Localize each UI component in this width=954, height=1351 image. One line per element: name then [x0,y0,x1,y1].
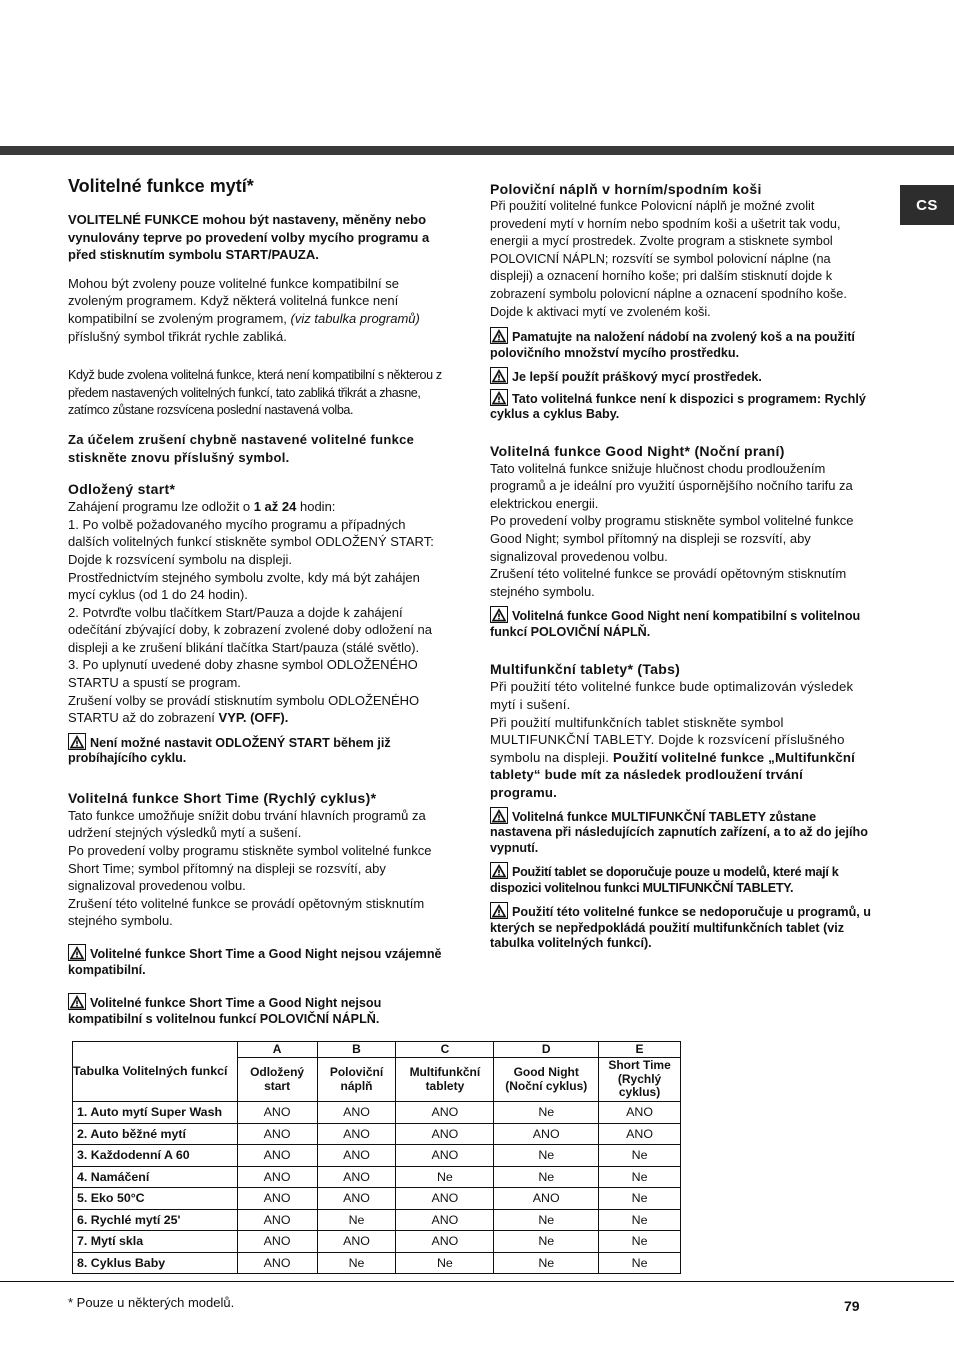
language-tab: CS [900,185,954,225]
half-load-warning-3 [490,389,872,423]
tabs-p2 [490,714,872,802]
table-letter-row [73,1042,681,1058]
table-cell: ANO [237,1231,317,1253]
short-time-p3: Zrušení této volitelné funkce se provádí opětovným stisknutím stejného symbolu. [68,895,425,929]
table-cell: ANO [237,1188,317,1210]
page-title: Volitelné funkce mytí* [68,176,254,196]
delay-intro [68,498,448,516]
table-cell: Ne [599,1209,681,1231]
table-cell: ANO [237,1252,317,1274]
table-row-label: 4. Namáčení [73,1166,238,1188]
half-load-warning-1-text: Pamatujte na naložení nádobí na zvolený koš a na použití polovičního množství mycího prostředku. [490,330,855,360]
table-cell: Ne [494,1166,599,1188]
table-cell: Ne [396,1166,494,1188]
good-night-warning [490,606,872,640]
short-time-p2: Po provedení volby programu stiskněte symbol volitelné funkce Short Time; symbol přítomný na displeji se rozsvítí, aby signalizoval provedenou volbu. [68,843,432,894]
table-column-header: Short Time (Rychlý cyklus) [599,1058,681,1102]
half-load-warning-2 [490,367,872,386]
table-cell: ANO [494,1188,599,1210]
top-rule [0,146,954,155]
warning-icon [490,367,508,384]
table-cell: ANO [237,1166,317,1188]
delay-intro-b: 1 až 24 [253,499,297,515]
tabs-p1: Při použití této volitelné funkce bude optimalizován výsledek mytí i sušení. [490,679,854,712]
table-cell: Ne [396,1252,494,1274]
table-cell: ANO [396,1231,494,1253]
right-column [490,180,872,952]
compat-text-a: Mohou být zvoleny pouze volitelné funkce kompatibilní se zvoleným programem. Když některá volitelná funkce není kompatibilní se zvoleným programem, [68,275,399,326]
table-cell: Ne [494,1102,599,1124]
delay-step-3: 3. Po uplynutí uvedené doby zhasne symbol ODLOŽENÉHO STARTU a spustí se program. [68,657,418,691]
table-row-label: 3. Každodenní A 60 [73,1145,238,1167]
table-row [73,1231,681,1253]
good-night-p2: Po provedení volby programu stiskněte symbol volitelné funkce Good Night; symbol přítomný na displeji se rozsvítí, aby signalizoval provedenou volbu. [490,513,854,564]
table-cell: ANO [237,1145,317,1167]
delay-warning [68,733,448,767]
table-cell: ANO [396,1123,494,1145]
warning-icon [490,327,508,344]
short-time-p1: Tato funkce umožňuje snížit dobu trvání hlavních programů za udržení stejných výsledků mytí a sušení. [68,807,426,841]
compat-text-italic: (viz tabulka programů) [290,310,420,326]
short-time-warning-2-text: Volitelné funkce Short Time a Good Night nejsou kompatibilní s volitelnou funkcí POLOVIČNÍ NÁPLŇ. [68,996,382,1026]
table-row-label: 8. Cyklus Baby [73,1252,238,1274]
table-row [73,1166,681,1188]
table-row [73,1188,681,1210]
table-cell: ANO [317,1123,396,1145]
half-load-warning-1 [490,327,872,361]
good-night-p1: Tato volitelná funkce snižuje hlučnost chodu prodloužením programů a je ideální pro využití úspornějšího nočního tarifu za elektrickou energii. [490,460,853,511]
page-number: 79 [844,1298,860,1314]
table-cell: ANO [317,1145,396,1167]
tabs-warning-1-text: Volitelná funkce MULTIFUNKČNÍ TABLETY zůstane nastavena při následujících zapnutích zařízení, a to až do jejího vypnutí. [490,809,868,855]
table-cell: Ne [599,1252,681,1274]
table-row-label: 2. Auto běžné mytí [73,1123,238,1145]
delay-intro-c: hodin: [296,499,336,515]
table-cell: ANO [599,1102,681,1124]
table-letter: A [237,1042,317,1058]
warning-icon [490,862,508,879]
short-time-heading: Volitelná funkce Short Time (Rychlý cyklus)* [68,789,377,806]
good-night-p3: Zrušení této volitelné funkce se provádí opětovným stisknutím stejného symbolu. [490,566,847,599]
half-load-warning-2-text: Je lepší použít práškový mycí prostředek. [512,370,762,385]
tabs-p2-b: Použití volitelné funkce „Multifunkční tablety“ bude mít za následek prodloužení trvání programu. [490,749,856,800]
warning-icon [490,606,508,623]
table-cell: ANO [317,1188,396,1210]
table-cell: Ne [599,1231,681,1253]
half-load-paragraph: Při použití volitelné funkce Polovicní náplň je možné zvolit provedení mytí v horním nebo spodním koši a ušetrit tak vodu, energii a mycí prostredek. Zvolte program a stisknete symbol POLOVICNÍ NÁPLN; rozsvítí se symbol polovicní náplne (na displeji) a oznacení horního koše; pri dalším stisknutí dojde k zobrazení symbolu polovicní náplne a oznacení spodního koše. Dojde k aktivaci mytí ve zvoleném koši. [490,199,847,319]
tabs-warning-2 [490,862,872,896]
tabs-warning-2-text: Použití tablet se doporučuje pouze u modelů, které mají k dispozici volitelnou funkci MULTIFUNKČNÍ TABLETY. [490,865,839,895]
options-table [72,1041,681,1274]
table-row [73,1145,681,1167]
delay-step-1b: Prostřednictvím stejného symbolu zvolte, kdy má být zahájen mycí cyklus (od 1 do 24 hodin). [68,569,420,603]
table-cell: Ne [494,1209,599,1231]
table-cell: Ne [599,1188,681,1210]
table-cell: ANO [396,1145,494,1167]
left-column [68,176,448,1027]
delay-step-1: 1. Po volbě požadovaného mycího programu a případných dalších volitelných funkcí stiskněte symbol ODLOŽENÝ START: Dojde k rozsvícení symbolu na displeji. [68,516,434,567]
delay-start-heading: Odložený start* [68,481,176,498]
half-load-heading: Poloviční náplň v horním/spodním koši [490,181,762,197]
tabs-warning-3-text: Použití této volitelné funkce se nedoporučuje u programů, u kterých se nepředpokládá použití multifunkčních tablet (viz tabulka volitelných funkcí). [490,905,871,951]
table-row-label: 5. Eko 50°C [73,1188,238,1210]
table-cell: ANO [317,1166,396,1188]
table-cell: ANO [396,1209,494,1231]
delay-warning-text: Není možné nastavit ODLOŽENÝ START během již probíhajícího cyklu. [68,735,391,766]
table-row-label: 7. Mytí skla [73,1231,238,1253]
table-column-header: Odložený start [237,1058,317,1102]
short-time-warning-1-text: Volitelné funkce Short Time a Good Night nejsou vzájemně kompatibilní. [68,947,442,977]
table-cell: ANO [599,1123,681,1145]
table-letter: D [494,1042,599,1058]
table-cell: Ne [599,1145,681,1167]
short-time-warning-2 [68,993,448,1027]
table-cell: ANO [494,1123,599,1145]
table-letter: E [599,1042,681,1058]
table-cell: Ne [317,1252,396,1274]
table-row [73,1252,681,1274]
table-cell: ANO [396,1188,494,1210]
tabs-heading: Multifunkční tablety* (Tabs) [490,661,681,678]
half-load-warning-3-text: Tato volitelná funkce není k dispozici s programem: Rychlý cyklus a cyklus Baby. [490,391,866,422]
table-row [73,1123,681,1145]
table-cell: Ne [317,1209,396,1231]
tabs-warning-1 [490,807,872,857]
table-cell: Ne [599,1166,681,1188]
warning-icon [490,807,508,824]
delay-step-2: 2. Potvrďte volbu tlačítkem Start/Pauza a dojde k zahájení odečítání zbývající doby, k zobrazení zvolené doby odložení na displeji a ke zrušení blikání tlačítka Start/pauza (stálé světlo). [68,604,432,655]
table-cell: Ne [494,1231,599,1253]
table-row [73,1102,681,1124]
incompat-paragraph: Když bude zvolena volitelná funkce, která není kompatibilní s některou z předem nastavených volitelných funkcí, tato zabliká třikrát a zhasne, zatímco zůstane rozsvícena poslední nastavená volba. [68,368,442,418]
table-cell: ANO [396,1102,494,1124]
cancel-paragraph: Za účelem zrušení chybně nastavené volitelné funkce stiskněte znovu příslušný symbol. [68,431,415,465]
warning-icon [68,733,86,750]
table-body [73,1102,681,1274]
table-letter: C [396,1042,494,1058]
warning-icon [68,993,86,1010]
table-cell: ANO [237,1102,317,1124]
delay-cancel-a: Zrušení volby se provádí stisknutím symbolu ODLOŽENÉHO STARTU až do zobrazení [68,692,420,726]
table-cell: Ne [494,1252,599,1274]
bottom-rule [0,1281,954,1282]
table-column-header: Good Night (Noční cyklus) [494,1058,599,1102]
good-night-warning-text: Volitelná funkce Good Night není kompatibilní s volitelnou funkcí POLOVIČNÍ NÁPLŇ. [490,609,861,639]
table-cell: ANO [317,1102,396,1124]
delay-cancel-b: VYP. (OFF). [218,710,289,726]
delay-intro-a: Zahájení programu lze odložit o [68,499,254,515]
table-column-header: Multifunkční tablety [396,1058,494,1102]
table-caption: Tabulka Volitelných funkcí [73,1042,238,1102]
warning-icon [68,944,86,961]
intro-paragraph: VOLITELNÉ FUNKCE mohou být nastaveny, měněny nebo vynulovány teprve po provedení volby mycího programu a před stisknutím symbolu START/PAUZA. [68,212,430,263]
table-column-header: Poloviční náplň [317,1058,396,1102]
table-cell: ANO [237,1209,317,1231]
tabs-warning-3 [490,902,872,952]
warning-icon [490,389,508,406]
table-cell: ANO [237,1123,317,1145]
table-cell: Ne [494,1145,599,1167]
table-cell: ANO [317,1231,396,1253]
table-row-label: 6. Rychlé mytí 25' [73,1209,238,1231]
compat-text-b: příslušný symbol třikrát rychle zabliká. [68,328,287,344]
good-night-heading: Volitelná funkce Good Night* (Noční praní) [490,442,785,459]
footnote: * Pouze u některých modelů. [68,1295,235,1310]
compat-paragraph [68,275,448,345]
tabs-p2-a: Při použití multifunkčních tablet stiskněte symbol MULTIFUNKČNÍ TABLETY. Dojde k rozsvícení příslušného symbolu na displeji. [490,714,845,765]
delay-cancel [68,692,448,727]
warning-icon [490,902,508,919]
short-time-warning-1 [68,944,448,978]
table-letter: B [317,1042,396,1058]
table-row [73,1209,681,1231]
table-row-label: 1. Auto mytí Super Wash [73,1102,238,1124]
